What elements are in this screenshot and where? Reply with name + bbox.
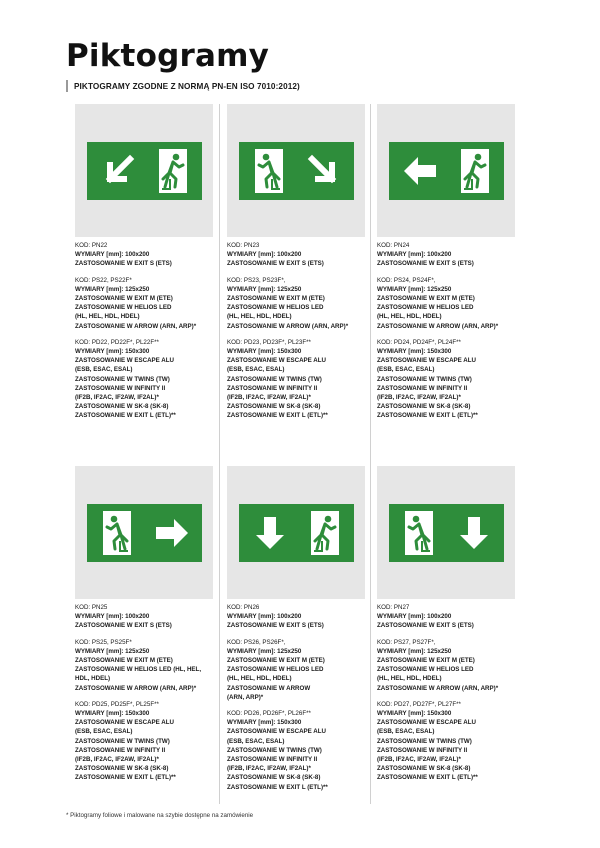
spec-line: ZASTOSOWANIE W SK-8 (SK-8) (377, 403, 471, 411)
spec-line: ZASTOSOWANIE W EXIT L (ETL)** (377, 774, 478, 782)
subtitle-bar (66, 80, 68, 92)
spec-line: (IF2B, IF2AC, IF2AW, IF2AL)* (75, 394, 159, 402)
down-arrow-icon (447, 507, 501, 559)
spec-line: (HL, HEL, HDL, HDEL) (227, 675, 292, 683)
exit-sign (239, 142, 354, 200)
spec-line: ZASTOSOWANIE W INFINITY II (377, 384, 468, 392)
spec-line: ZASTOSOWANIE W INFINITY II (227, 756, 318, 764)
spec-line: ZASTOSOWANIE W EXIT S (ETS) (377, 260, 474, 268)
pictogram-card (227, 466, 365, 792)
exit-sign (389, 142, 504, 200)
spec-line: ZASTOSOWANIE W HELIOS LED (377, 304, 474, 312)
product-code: KOD: PD25, PD25F*, PL25F** (75, 700, 159, 708)
spec-line: WYMIARY [mm]: 100x200 (75, 251, 150, 259)
spec-line: ZASTOSOWANIE W EXIT L (ETL)** (227, 412, 328, 420)
spec-line: ZASTOSOWANIE W ESCAPE ALU (227, 728, 327, 736)
spec-line: ZASTOSOWANIE W EXIT L (ETL)** (227, 783, 328, 791)
spec-line: (IF2B, IF2AC, IF2AW, IF2AL)* (377, 394, 461, 402)
product-code: KOD: PD26, PD26F*, PL26F** (227, 710, 311, 718)
spec-line: WYMIARY [mm]: 150x300 (377, 348, 452, 356)
product-code: KOD: PN26 (227, 604, 260, 611)
spec-line: WYMIARY [mm]: 125x250 (377, 285, 452, 293)
spec-line: WYMIARY [mm]: 100x200 (377, 251, 452, 259)
spec-line: ZASTOSOWANIE W SK-8 (SK-8) (227, 774, 321, 782)
spec-line: WYMIARY [mm]: 125x250 (377, 647, 452, 655)
pictogram-image (377, 104, 515, 237)
running-man-icon (243, 145, 297, 197)
spec-line: WYMIARY [mm]: 125x250 (75, 285, 150, 293)
product-code: KOD: PD24, PD24F*, PL24F** (377, 338, 461, 346)
spec-line: ZASTOSOWANIE W TWINS (TW) (377, 375, 472, 383)
spec-line: WYMIARY [mm]: 100x200 (75, 613, 150, 621)
exit-sign (389, 504, 504, 562)
down-right-arrow-icon (297, 145, 351, 197)
product-code: KOD: PN27 (377, 604, 410, 611)
pictogram-spec (75, 241, 213, 421)
spec-line: WYMIARY [mm]: 150x300 (227, 719, 302, 727)
spec-line: ZASTOSOWANIE W EXIT M (ETE) (377, 295, 475, 303)
spec-line: ZASTOSOWANIE W SK-8 (SK-8) (75, 765, 169, 773)
spec-line: (IF2B, IF2AC, IF2AW, IF2AL)* (227, 394, 311, 402)
spec-line: (ESB, ESAC, ESAL) (75, 728, 133, 736)
spec-line: ZASTOSOWANIE W SK-8 (SK-8) (377, 765, 471, 773)
spec-line: WYMIARY [mm]: 150x300 (75, 348, 150, 356)
spec-line: (HL, HEL, HDL, HDEL) (377, 313, 442, 321)
product-code: KOD: PS27, PS27F*, (377, 638, 436, 646)
spec-line: ZASTOSOWANIE W EXIT M (ETE) (377, 657, 475, 665)
spec-line: ZASTOSOWANIE W EXIT L (ETL)** (75, 412, 176, 420)
pictogram-card (75, 466, 213, 783)
spec-line: ZASTOSOWANIE W HELIOS LED (HL, HEL, (75, 666, 202, 674)
spec-line: (ESB, ESAC, ESAL) (377, 366, 435, 374)
spec-line: WYMIARY [mm]: 100x200 (227, 613, 302, 621)
spec-line: ZASTOSOWANIE W INFINITY II (75, 746, 166, 754)
spec-line: ZASTOSOWANIE W HELIOS LED (227, 666, 324, 674)
spec-line: ZASTOSOWANIE W EXIT M (ETE) (75, 657, 173, 665)
product-code: KOD: PS22, PS22F* (75, 276, 132, 284)
spec-line: (ESB, ESAC, ESAL) (75, 366, 133, 374)
spec-line: (HL, HEL, HDL, HDEL) (75, 313, 140, 321)
spec-line: ZASTOSOWANIE W EXIT S (ETS) (227, 260, 324, 268)
running-man-icon (91, 507, 145, 559)
spec-line: ZASTOSOWANIE W INFINITY II (227, 384, 318, 392)
spec-line: ZASTOSOWANIE W SK-8 (SK-8) (227, 403, 321, 411)
product-code: KOD: PS26, PS26F*, (227, 638, 286, 646)
pictogram-card (377, 104, 515, 421)
spec-line: HDL, HDEL) (75, 675, 111, 683)
spec-line: ZASTOSOWANIE W ESCAPE ALU (227, 357, 327, 365)
spec-line: ZASTOSOWANIE W ARROW (ARN, ARP)* (377, 322, 499, 330)
running-man-icon (145, 145, 199, 197)
spec-line: ZASTOSOWANIE W HELIOS LED (227, 304, 324, 312)
product-code: KOD: PN24 (377, 242, 410, 249)
pictogram-spec (75, 603, 213, 783)
spec-line: ZASTOSOWANIE W SK-8 (SK-8) (75, 403, 169, 411)
product-code: KOD: PD23, PD23F*, PL23F** (227, 338, 311, 346)
pictogram-card (75, 104, 213, 421)
pictogram-image (75, 466, 213, 599)
spec-line: ZASTOSOWANIE W EXIT S (ETS) (75, 260, 172, 268)
footnote: * Piktogramy foliowe i malowane na szybie dostępne na zamówienie (66, 812, 254, 819)
spec-line: (ESB, ESAC, ESAL) (227, 366, 285, 374)
exit-sign (87, 142, 202, 200)
spec-line: ZASTOSOWANIE W ARROW (ARN, ARP)* (75, 684, 197, 692)
running-man-icon (297, 507, 351, 559)
exit-sign (87, 504, 202, 562)
spec-line: ZASTOSOWANIE W INFINITY II (75, 384, 166, 392)
spec-line: (IF2B, IF2AC, IF2AW, IF2AL)* (377, 756, 461, 764)
pictogram-card (377, 466, 515, 783)
pictogram-spec (377, 603, 515, 783)
column-divider (219, 104, 220, 804)
pictogram-image (227, 104, 365, 237)
spec-line: ZASTOSOWANIE W HELIOS LED (75, 304, 172, 312)
spec-line: WYMIARY [mm]: 150x300 (75, 710, 150, 718)
spec-line: ZASTOSOWANIE W ESCAPE ALU (75, 719, 175, 727)
spec-line: ZASTOSOWANIE W ESCAPE ALU (75, 357, 175, 365)
spec-line: (ESB, ESAC, ESAL) (227, 737, 285, 745)
spec-line: ZASTOSOWANIE W EXIT M (ETE) (227, 657, 325, 665)
spec-line: (ESB, ESAC, ESAL) (377, 728, 435, 736)
page-title: Piktogramy (66, 38, 269, 74)
spec-line: (IF2B, IF2AC, IF2AW, IF2AL)* (75, 756, 159, 764)
pictogram-card (227, 104, 365, 421)
spec-line: (HL, HEL, HDL, HDEL) (377, 675, 442, 683)
spec-line: ZASTOSOWANIE W TWINS (TW) (227, 375, 322, 383)
spec-line: ZASTOSOWANIE W TWINS (TW) (377, 737, 472, 745)
spec-line: ZASTOSOWANIE W ARROW (ARN, ARP)* (75, 322, 197, 330)
spec-line: (HL, HEL, HDL, HDEL) (227, 313, 292, 321)
down-arrow-icon (243, 507, 297, 559)
left-arrow-icon (393, 145, 447, 197)
pictogram-spec (227, 603, 365, 792)
right-arrow-icon (145, 507, 199, 559)
product-code: KOD: PS24, PS24F*, (377, 276, 436, 284)
spec-line: ZASTOSOWANIE W INFINITY II (377, 746, 468, 754)
spec-line: WYMIARY [mm]: 100x200 (377, 613, 452, 621)
spec-line: ZASTOSOWANIE W EXIT M (ETE) (227, 295, 325, 303)
spec-line: WYMIARY [mm]: 150x300 (377, 710, 452, 718)
spec-line: ZASTOSOWANIE W EXIT L (ETL)** (75, 774, 176, 782)
spec-line: ZASTOSOWANIE W EXIT L (ETL)** (377, 412, 478, 420)
product-code: KOD: PN23 (227, 242, 260, 249)
spec-line: ZASTOSOWANIE W TWINS (TW) (227, 746, 322, 754)
spec-line: (ARN, ARP)* (227, 693, 264, 701)
spec-line: ZASTOSOWANIE W EXIT S (ETS) (75, 622, 172, 630)
spec-line: WYMIARY [mm]: 125x250 (227, 647, 302, 655)
spec-line: ZASTOSOWANIE W HELIOS LED (377, 666, 474, 674)
spec-line: ZASTOSOWANIE W ARROW (ARN, ARP)* (377, 684, 499, 692)
column-divider (370, 104, 371, 804)
product-code: KOD: PN22 (75, 242, 108, 249)
pictogram-image (377, 466, 515, 599)
running-man-icon (447, 145, 501, 197)
spec-line: WYMIARY [mm]: 125x250 (227, 285, 302, 293)
spec-line: ZASTOSOWANIE W ARROW (ARN, ARP)* (227, 322, 349, 330)
down-left-arrow-icon (91, 145, 145, 197)
spec-line: (IF2B, IF2AC, IF2AW, IF2AL)* (227, 765, 311, 773)
section-subtitle: PIKTOGRAMY ZGODNE Z NORMĄ PN-EN ISO 7010:2012) (74, 81, 300, 91)
section-header (66, 80, 300, 92)
product-code: KOD: PN25 (75, 604, 108, 611)
spec-line: WYMIARY [mm]: 125x250 (75, 647, 150, 655)
spec-line: WYMIARY [mm]: 150x300 (227, 348, 302, 356)
spec-line: ZASTOSOWANIE W ESCAPE ALU (377, 719, 477, 727)
spec-line: ZASTOSOWANIE W ESCAPE ALU (377, 357, 477, 365)
product-code: KOD: PS25, PS25F* (75, 638, 132, 646)
spec-line: ZASTOSOWANIE W TWINS (TW) (75, 375, 170, 383)
exit-sign (239, 504, 354, 562)
spec-line: ZASTOSOWANIE W EXIT S (ETS) (377, 622, 474, 630)
spec-line: ZASTOSOWANIE W TWINS (TW) (75, 737, 170, 745)
product-code: KOD: PS23, PS23F*, (227, 276, 286, 284)
pictogram-spec (227, 241, 365, 421)
pictogram-spec (377, 241, 515, 421)
product-code: KOD: PD22, PD22F*, PL22F** (75, 338, 159, 346)
pictogram-image (227, 466, 365, 599)
spec-line: WYMIARY [mm]: 100x200 (227, 251, 302, 259)
spec-line: ZASTOSOWANIE W EXIT M (ETE) (75, 295, 173, 303)
spec-line: ZASTOSOWANIE W ARROW (227, 684, 311, 692)
spec-line: ZASTOSOWANIE W EXIT S (ETS) (227, 622, 324, 630)
running-man-icon (393, 507, 447, 559)
product-code: KOD: PD27, PD27F*, PL27F** (377, 700, 461, 708)
pictogram-image (75, 104, 213, 237)
